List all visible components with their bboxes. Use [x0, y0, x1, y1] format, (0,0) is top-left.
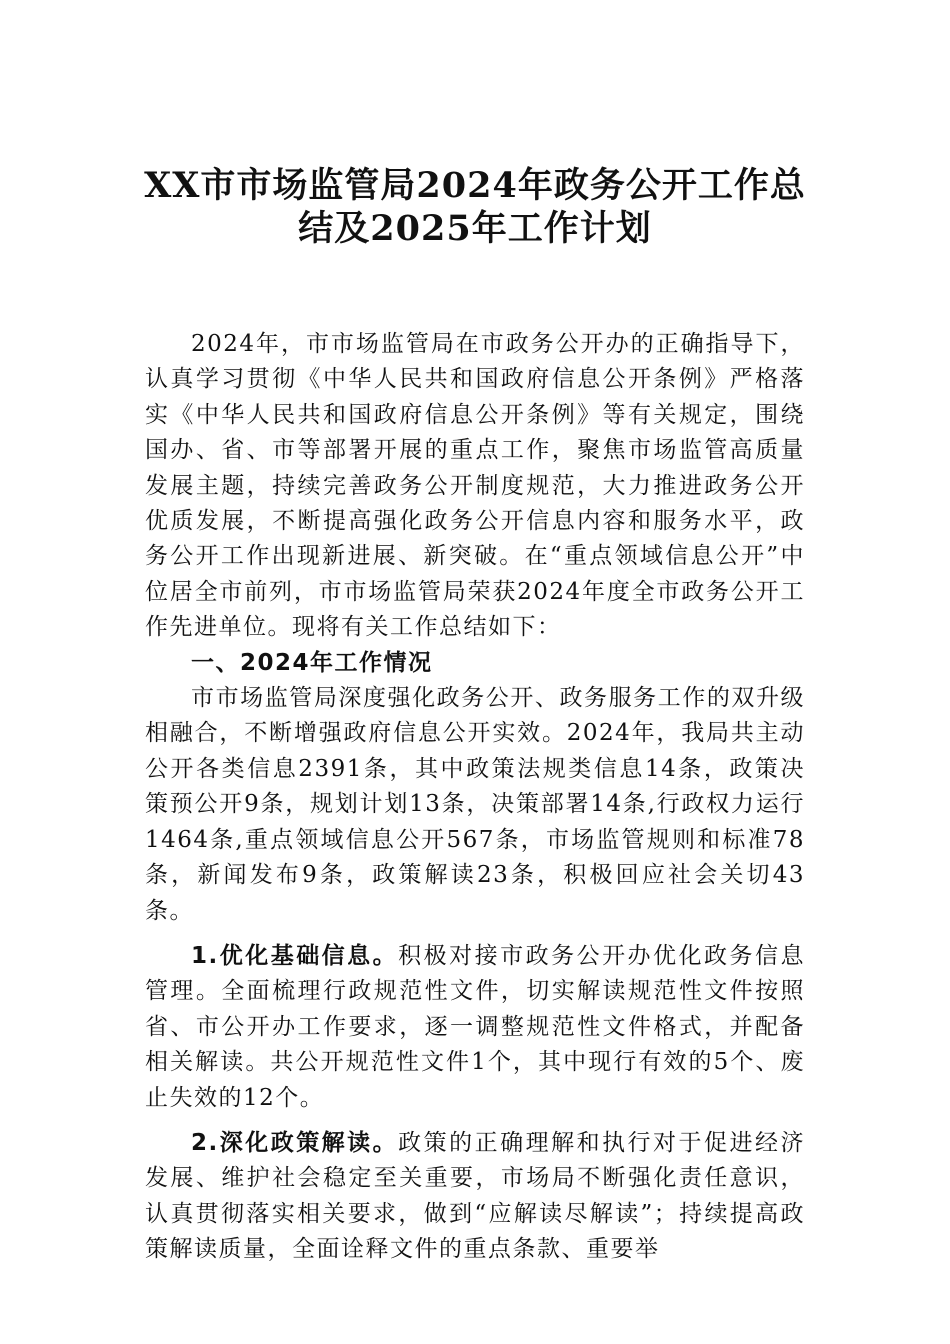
intro-paragraph: 2024年，市市场监管局在市政务公开办的正确指导下，认真学习贯彻《中华人民共和国政府信息公开条例》严格落实《中华人民共和国政府信息公开条例》等有关规定，围绕国办、省、市等部署开展的重点工作，聚焦市场监管高质量发展主题，持续完善政务公开制度规范，大力推进政务公开优质发展，不断提高强化政务公开信息内容和服务水平，政务公开工作出现新进展、新突破。在“重点领域信息公开”中位居全市前列，市市场监管局荣获2024年度全市政务公开工作先进单位。现将有关工作总结如下：: [145, 331, 805, 641]
document-title-line-1: XX市市场监管局2024年政务公开工作总: [144, 165, 806, 206]
document-title-line-2: 结及2025年工作计划: [298, 208, 652, 249]
item1-paragraph: [145, 939, 805, 1116]
section1-paragraph: 市市场监管局深度强化政务公开、政务服务工作的双升级相融合，不断增强政府信息公开实效。2024年，我局共主动公开各类信息2391条，其中政策法规类信息14条，政策决策预公开9条，规划计划13条，决策部署14条,行政权力运行1464条,重点领域信息公开567条，市场监管规则和标准78条，新闻发布9条，政策解读23条，积极回应社会关切43条。: [145, 685, 805, 924]
document-body: [145, 327, 805, 1268]
item2-paragraph: [145, 1126, 805, 1268]
item1-lead: 1.优化基础信息。: [191, 942, 399, 969]
item1-text: 积极对接市政务公开办优化政务信息管理。全面梳理行政规范性文件，切实解读规范性文件按照省、市公开办工作要求，逐一调整规范性文件格式，并配备相关解读。共公开规范性文件1个，其中现行有效的5个、废止失效的12个。: [145, 942, 805, 1111]
item2-lead: 2.深化政策解读。: [191, 1129, 399, 1156]
item2-text: 政策的正确理解和执行对于促进经济发展、维护社会稳定至关重要，市场局不断强化责任意识，认真贯彻落实相关要求，做到“应解读尽解读”；持续提高政策解读质量，全面诠释文件的重点条款、重要举: [145, 1129, 805, 1263]
section-heading-2024-work: 一、2024年工作情况: [191, 649, 433, 676]
